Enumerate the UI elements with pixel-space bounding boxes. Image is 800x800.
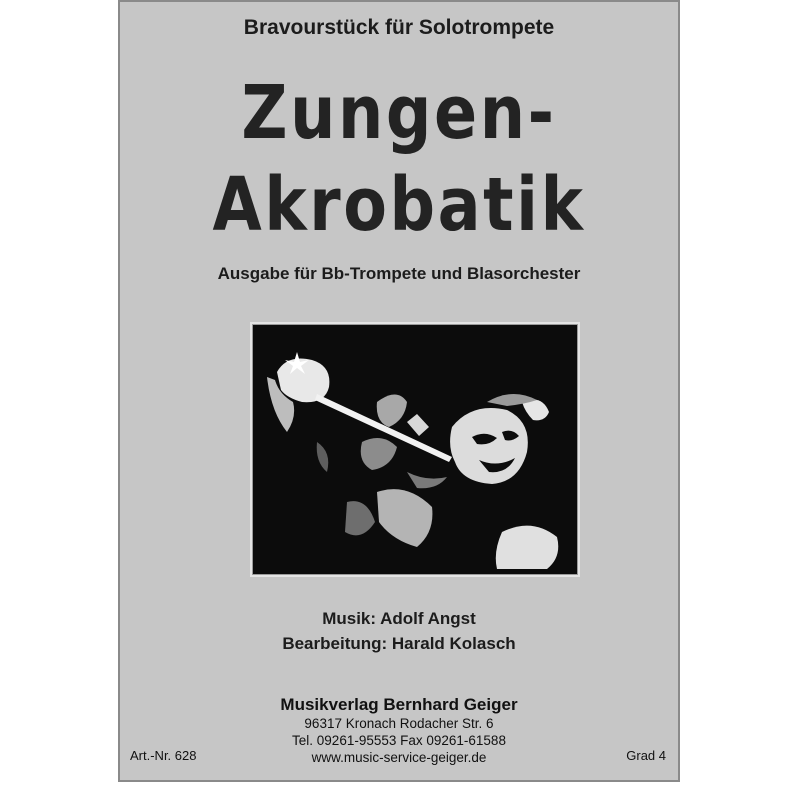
cover-title-line2: Akrobatik	[212, 162, 586, 248]
credits-block	[120, 606, 678, 656]
publisher-name: Musikverlag Bernhard Geiger	[280, 695, 518, 714]
phone-fax-line: Tel. 09261-95553 Fax 09261-61588	[292, 733, 506, 748]
sheet-music-cover	[118, 0, 680, 782]
arrangement-credit: Bearbeitung: Harald Kolasch	[282, 634, 516, 653]
trumpeter-photo	[250, 322, 580, 577]
cover-subtitle: Bravourstück für Solotrompete	[243, 16, 555, 39]
publisher-address	[120, 715, 678, 766]
address-line: 96317 Kronach Rodacher Str. 6	[304, 716, 494, 731]
cover-title-line1: Zungen-	[241, 70, 557, 156]
website-line: www.music-service-geiger.de	[311, 750, 487, 765]
trumpeter-illustration	[257, 332, 573, 569]
music-credit: Musik: Adolf Angst	[322, 609, 476, 628]
difficulty-grade: Grad 4	[626, 748, 666, 763]
article-number: Art.-Nr. 628	[130, 748, 197, 763]
edition-note: Ausgabe für Bb-Trompete und Blasorchester	[217, 264, 581, 283]
